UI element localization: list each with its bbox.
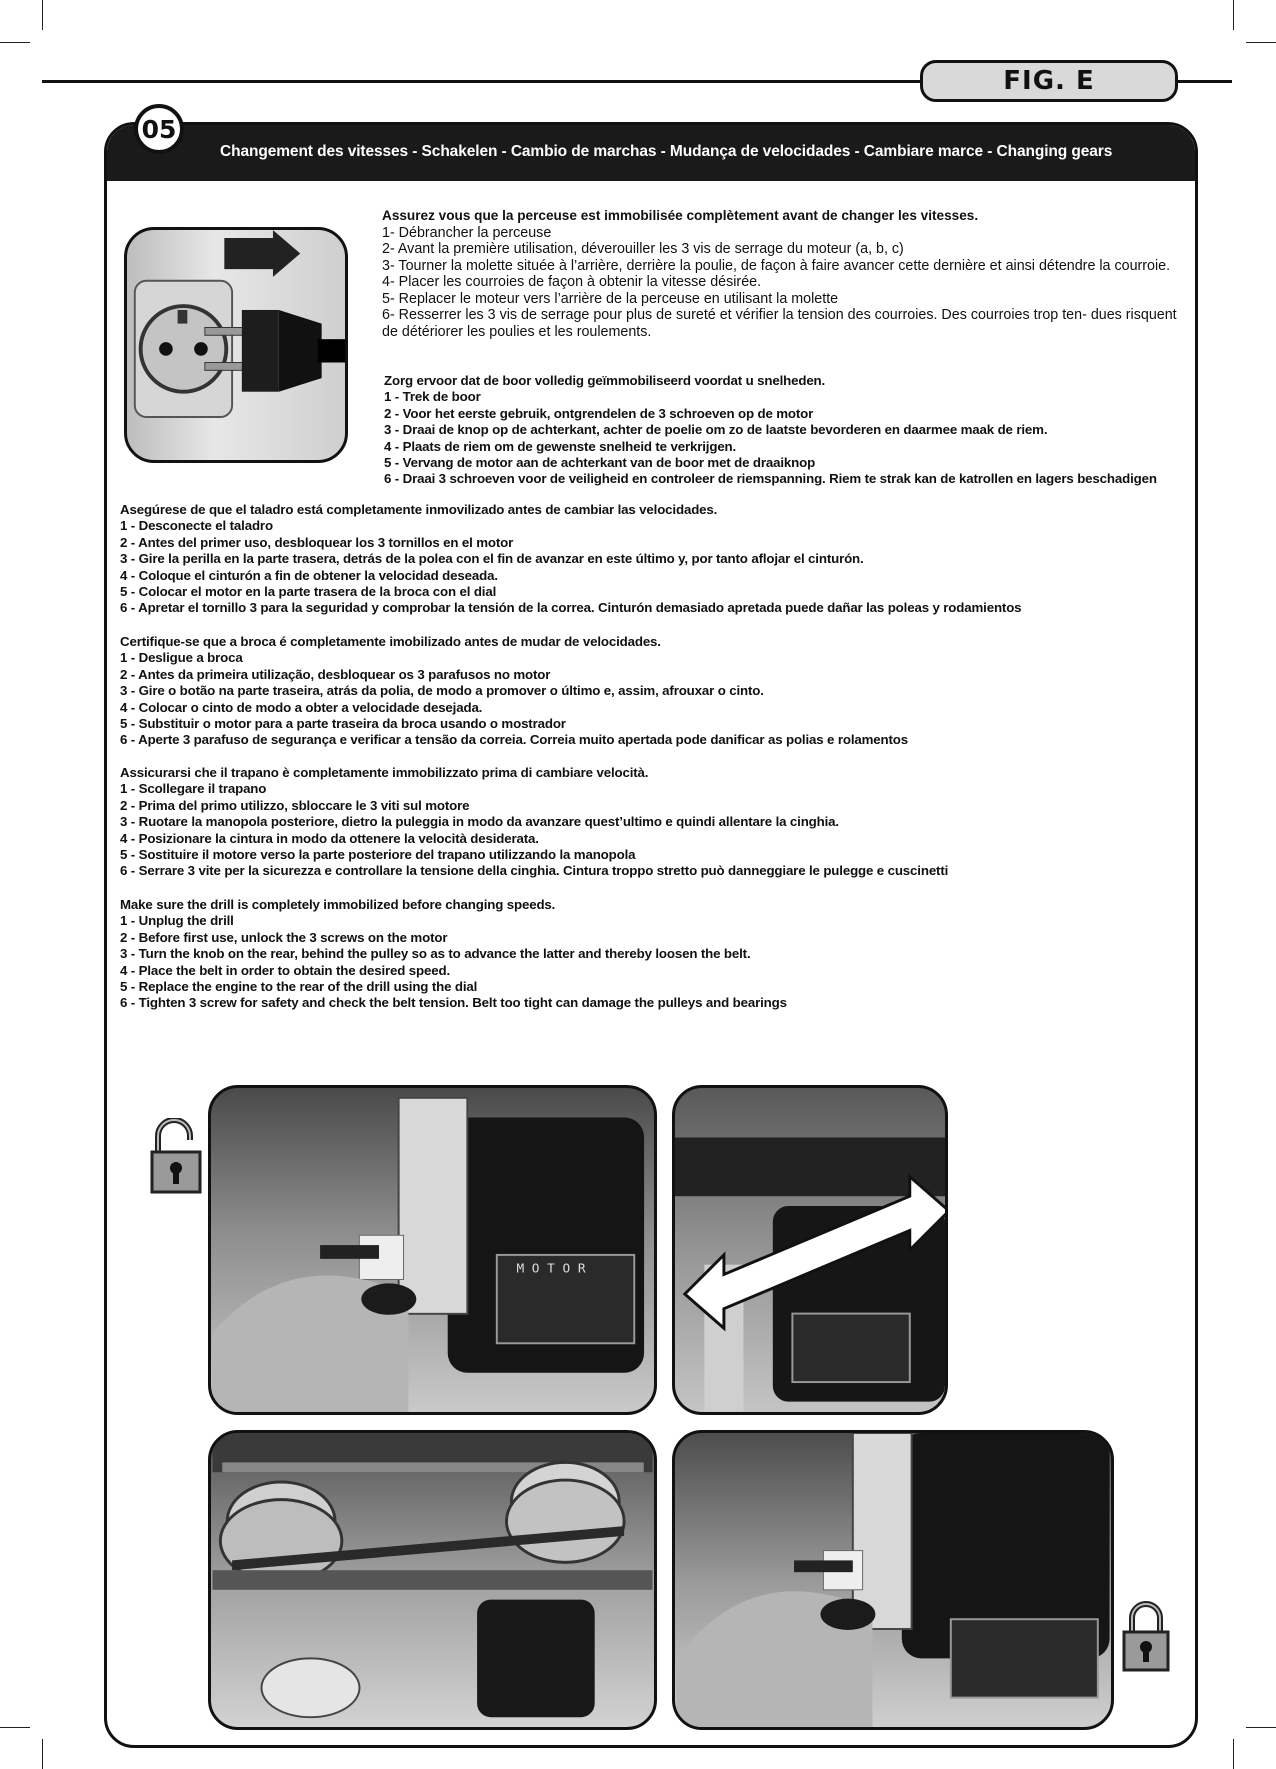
- instructions-nl-step: 5 - Vervang de motor aan de achterkant van de boor met de draaiknop: [384, 455, 816, 471]
- unplug-photo: [124, 227, 348, 463]
- instructions-fr-step: 2- Avant la première utilisation, déverouiller les 3 vis de serrage du moteur (a, b, c): [382, 241, 904, 257]
- instructions-pt-step: 3 - Gire o botão na parte traseira, atrás da polia, de modo a promover o último e, assim, afrouxar o cinto.: [120, 683, 764, 699]
- instructions-fr-step: 1- Débrancher la perceuse: [382, 224, 552, 241]
- instructions-pt: [120, 634, 908, 749]
- instructions-en-step: 4 - Place the belt in order to obtain the desired speed.: [120, 962, 451, 978]
- instructions-pt-step: 4 - Colocar o cinto de modo a obter a velocidade desejada.: [120, 699, 483, 715]
- instructions-it-step: 4 - Posizionare la cintura in modo da ottenere la velocità desiderata.: [120, 830, 539, 846]
- instructions-es: [120, 502, 1021, 617]
- crop-mark: [1246, 42, 1276, 43]
- crop-mark: [1233, 1739, 1234, 1769]
- instructions-es-step: 5 - Colocar el motor en la parte trasera de la broca con el dial: [120, 584, 497, 600]
- instructions-it-step: 2 - Prima del primo utilizzo, sbloccare le 3 viti sul motore: [120, 797, 470, 813]
- instructions-pt-lead: Certifique-se que a broca é completamente imobilizado antes de mudar de velocidades.: [120, 634, 661, 649]
- instructions-nl-lead: Zorg ervoor dat de boor volledig geïmmobiliseerd voordat u snelheden.: [384, 373, 826, 388]
- instructions-en-lead: Make sure the drill is completely immobilized before changing speeds.: [120, 897, 556, 912]
- instructions-en: [120, 897, 787, 1012]
- instructions-en-step: 3 - Turn the knob on the rear, behind the pulley so as to advance the latter and thereby loosen the belt.: [120, 946, 751, 962]
- instructions-es-step: 3 - Gire la perilla en la parte trasera, detrás de la polea con el fin de avanzar en este último y, por tanto aflojar el cinturón.: [120, 551, 864, 567]
- belt-position-photo: [208, 1430, 657, 1730]
- instructions-nl-step: 3 - Draai de knop op de achterkant, achter de poelie om zo de laatste bevorderen en daarmee maak de riem.: [384, 422, 1048, 438]
- instructions-fr-lead: Assurez vous que la perceuse est immobilisée complètement avant de changer les vitesses.: [382, 208, 979, 223]
- crop-mark: [42, 0, 43, 30]
- instructions-nl-step: 1 - Trek de boor: [384, 389, 481, 405]
- instructions-it-step: 3 - Ruotare la manopola posteriore, dietro la puleggia in modo da avanzare quest’ultimo e quindi allentare la cinghia.: [120, 814, 839, 830]
- lock-motor-photo: [672, 1430, 1114, 1730]
- motor-label: M O T O R: [516, 1261, 586, 1277]
- instructions-es-lead: Asegúrese de que el taladro está completamente inmovilizado antes de cambiar las velocidades.: [120, 502, 718, 517]
- instructions-nl-step: 2 - Voor het eerste gebruik, ontgrendelen de 3 schroeven op de motor: [384, 405, 814, 421]
- slide-motor-photo: [672, 1085, 948, 1415]
- instructions-es-step: 2 - Antes del primer uso, desbloquear los 3 tornillos en el motor: [120, 534, 514, 550]
- crop-mark: [1246, 1727, 1276, 1728]
- step-number: 05: [134, 104, 184, 154]
- panel-header: [107, 125, 1195, 181]
- instructions-fr-step: 5- Replacer le moteur vers l’arrière de la perceuse en utilisant la molette: [382, 290, 839, 307]
- instructions-fr-step: 6- Resserrer les 3 vis de serrage pour plus de sureté et vérifier la tension des courroies. Des courroies trop ten- dues risquent de détériorer les poulies et les roulements.: [382, 307, 1177, 340]
- instructions-fr-step: 3- Tourner la molette située à l’arrière, derrière la poulie, de façon à faire avancer cette dernière et ainsi détendre la courroie.: [382, 257, 1171, 274]
- instructions-es-step: 6 - Apretar el tornillo 3 para la seguridad y comprobar la tensión de la correa. Cinturón demasiado apretada puede dañar las poleas y rodamientos: [120, 600, 1022, 616]
- locked-padlock-icon: [1122, 1598, 1170, 1672]
- instructions-en-step: 2 - Before first use, unlock the 3 screws on the motor: [120, 929, 448, 945]
- crop-mark: [42, 1739, 43, 1769]
- instructions-pt-step: 2 - Antes da primeira utilização, desbloquear os 3 parafusos no motor: [120, 666, 551, 682]
- instructions-pt-step: 6 - Aperte 3 parafuso de segurança e verificar a tensão da correia. Correia muito apertada pode danificar as polias e rolamentos: [120, 732, 909, 748]
- instructions-nl-step: 6 - Draai 3 schroeven voor de veiligheid en controleer de riemspanning. Riem te strak kan de katrollen en lagers beschadigen: [384, 471, 1157, 487]
- instructions-nl-step: 4 - Plaats de riem om de gewenste snelheid te verkrijgen.: [384, 438, 737, 454]
- instructions-pt-step: 5 - Substituir o motor para a parte traseira da broca usando o mostrador: [120, 716, 566, 732]
- crop-mark: [0, 42, 30, 43]
- crop-mark: [0, 1727, 30, 1728]
- instructions-it-lead: Assicurarsi che il trapano è completamente immobilizzato prima di cambiare velocità.: [120, 765, 649, 780]
- unlock-motor-photo: [208, 1085, 657, 1415]
- instructions-es-step: 1 - Desconecte el taladro: [120, 518, 273, 534]
- power-plug-icon: [127, 230, 345, 460]
- instructions-it-step: 1 - Scollegare il trapano: [120, 781, 267, 797]
- instructions-nl: [384, 373, 1157, 488]
- instructions-it-step: 6 - Serrare 3 vite per la sicurezza e controllare la tensione della cinghia. Cintura troppo stretto può danneggiare le pulegge e cuscinetti: [120, 863, 949, 879]
- header-title: Changement des vitesses - Schakelen - Cambio de marchas - Mudança de velocidades - Cambiare marce - Changing gears: [220, 143, 1113, 160]
- instructions-en-step: 1 - Unplug the drill: [120, 913, 234, 929]
- instructions-en-step: 6 - Tighten 3 screw for safety and check the belt tension. Belt too tight can damage the pulleys and bearings: [120, 995, 787, 1011]
- crop-mark: [1233, 0, 1234, 30]
- instructions-pt-step: 1 - Desligue a broca: [120, 650, 243, 666]
- instructions-es-step: 4 - Coloque el cinturón a fin de obtener la velocidad deseada.: [120, 567, 498, 583]
- figure-label: FIG. E: [920, 60, 1178, 102]
- unlocked-padlock-icon: [150, 1118, 202, 1194]
- instructions-fr: [382, 208, 1182, 340]
- instructions-it: [120, 765, 948, 880]
- instructions-fr-step: 4- Placer les courroies de façon à obtenir la vitesse désirée.: [382, 274, 762, 290]
- instructions-it-step: 5 - Sostituire il motore verso la parte posteriore del trapano utilizzando la manopola: [120, 847, 636, 863]
- instructions-en-step: 5 - Replace the engine to the rear of the drill using the dial: [120, 979, 478, 995]
